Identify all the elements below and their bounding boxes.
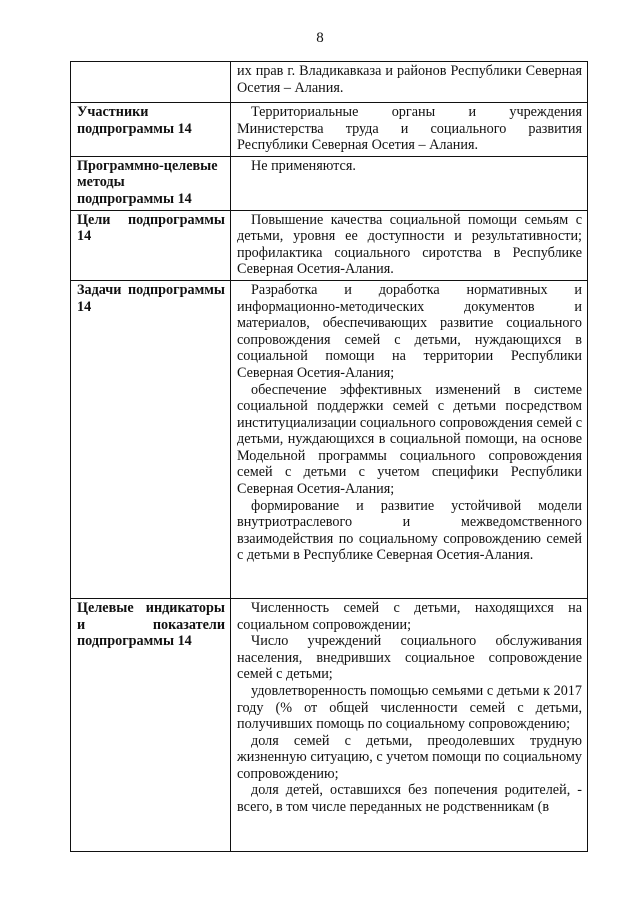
content-paragraph: Повышение качества социальной помощи семьям с детьми, уровня ее доступности и результативности; профилактика социального сиротства в Республике Северная Осетия-Алания. (237, 211, 582, 278)
table-row (71, 598, 588, 851)
content-paragraph: Число учреждений социального обслуживания населения, внедривших социальное сопровождение семей с детьми; (237, 633, 582, 683)
content-paragraph: доля детей, оставшихся без попечения родителей, - всего, в том числе переданных не родственникам (в (237, 782, 582, 816)
row-label (71, 62, 231, 103)
table-row (71, 62, 588, 103)
row-content (231, 280, 588, 598)
content-paragraph: Численность семей с детьми, находящихся на социальном сопровождении; (237, 599, 582, 633)
table-row (71, 103, 588, 157)
content-paragraph: обеспечение эффективных изменений в системе социальной поддержки семей с детьми посредством институциализации социального сопровождения семей с детьми, нуждающихся в социальной помощи, на основе Модельной программы социального сопровождения семей с детьми с учетом специфики Республики Северная Осетия-Алания; (237, 381, 582, 498)
content-paragraph: их прав г. Владикавказа и районов Республики Северная Осетия – Алания. (237, 63, 582, 96)
content-paragraph: формирование и развитие устойчивой модели внутриотраслевого и межведомственного взаимодействия по социальному сопровождению семей с детьми в Республике Северная Осетия-Алания. (237, 497, 582, 564)
content-paragraph: Не применяются. (251, 157, 356, 174)
row-content (231, 210, 588, 280)
content-paragraph: удовлетворенность помощью семьями с детьми к 2017 году (% от общей численности семей с детьми, получивших помощь по социальному сопровождению; (237, 682, 582, 733)
content-paragraph: доля семей с детьми, преодолевших трудную жизненную ситуацию, с учетом помощи по социальному сопровождению; (237, 732, 582, 782)
row-content (231, 598, 588, 851)
row-content (231, 62, 588, 103)
row-content (231, 156, 588, 210)
content-paragraph: Территориальные органы и учреждения Министерства труда и социального развития Республики Северная Осетия – Алания. (237, 104, 582, 154)
row-label: Программно-целевые методы подпрограммы 14 (71, 156, 231, 210)
subprogram-passport-table (70, 61, 588, 852)
row-label: Задачи подпрограммы 14 (71, 280, 231, 598)
content-paragraph: Разработка и доработка нормативных и информационно-методических документов и материалов, обеспечивающих развитие социального сопровождения семей с детьми, нуждающихся в социальной помощи на территории Республики Северная Осетия-Алания; (237, 281, 582, 381)
table-row (71, 210, 588, 280)
row-label: Участники подпрограммы 14 (71, 103, 231, 157)
row-content (231, 103, 588, 157)
row-label: Целевые индикаторы и показатели подпрограммы 14 (71, 598, 231, 851)
table-row (71, 280, 588, 598)
page-number: 8 (316, 30, 324, 46)
row-label: Цели подпрограммы 14 (71, 210, 231, 280)
table-row (71, 156, 588, 210)
